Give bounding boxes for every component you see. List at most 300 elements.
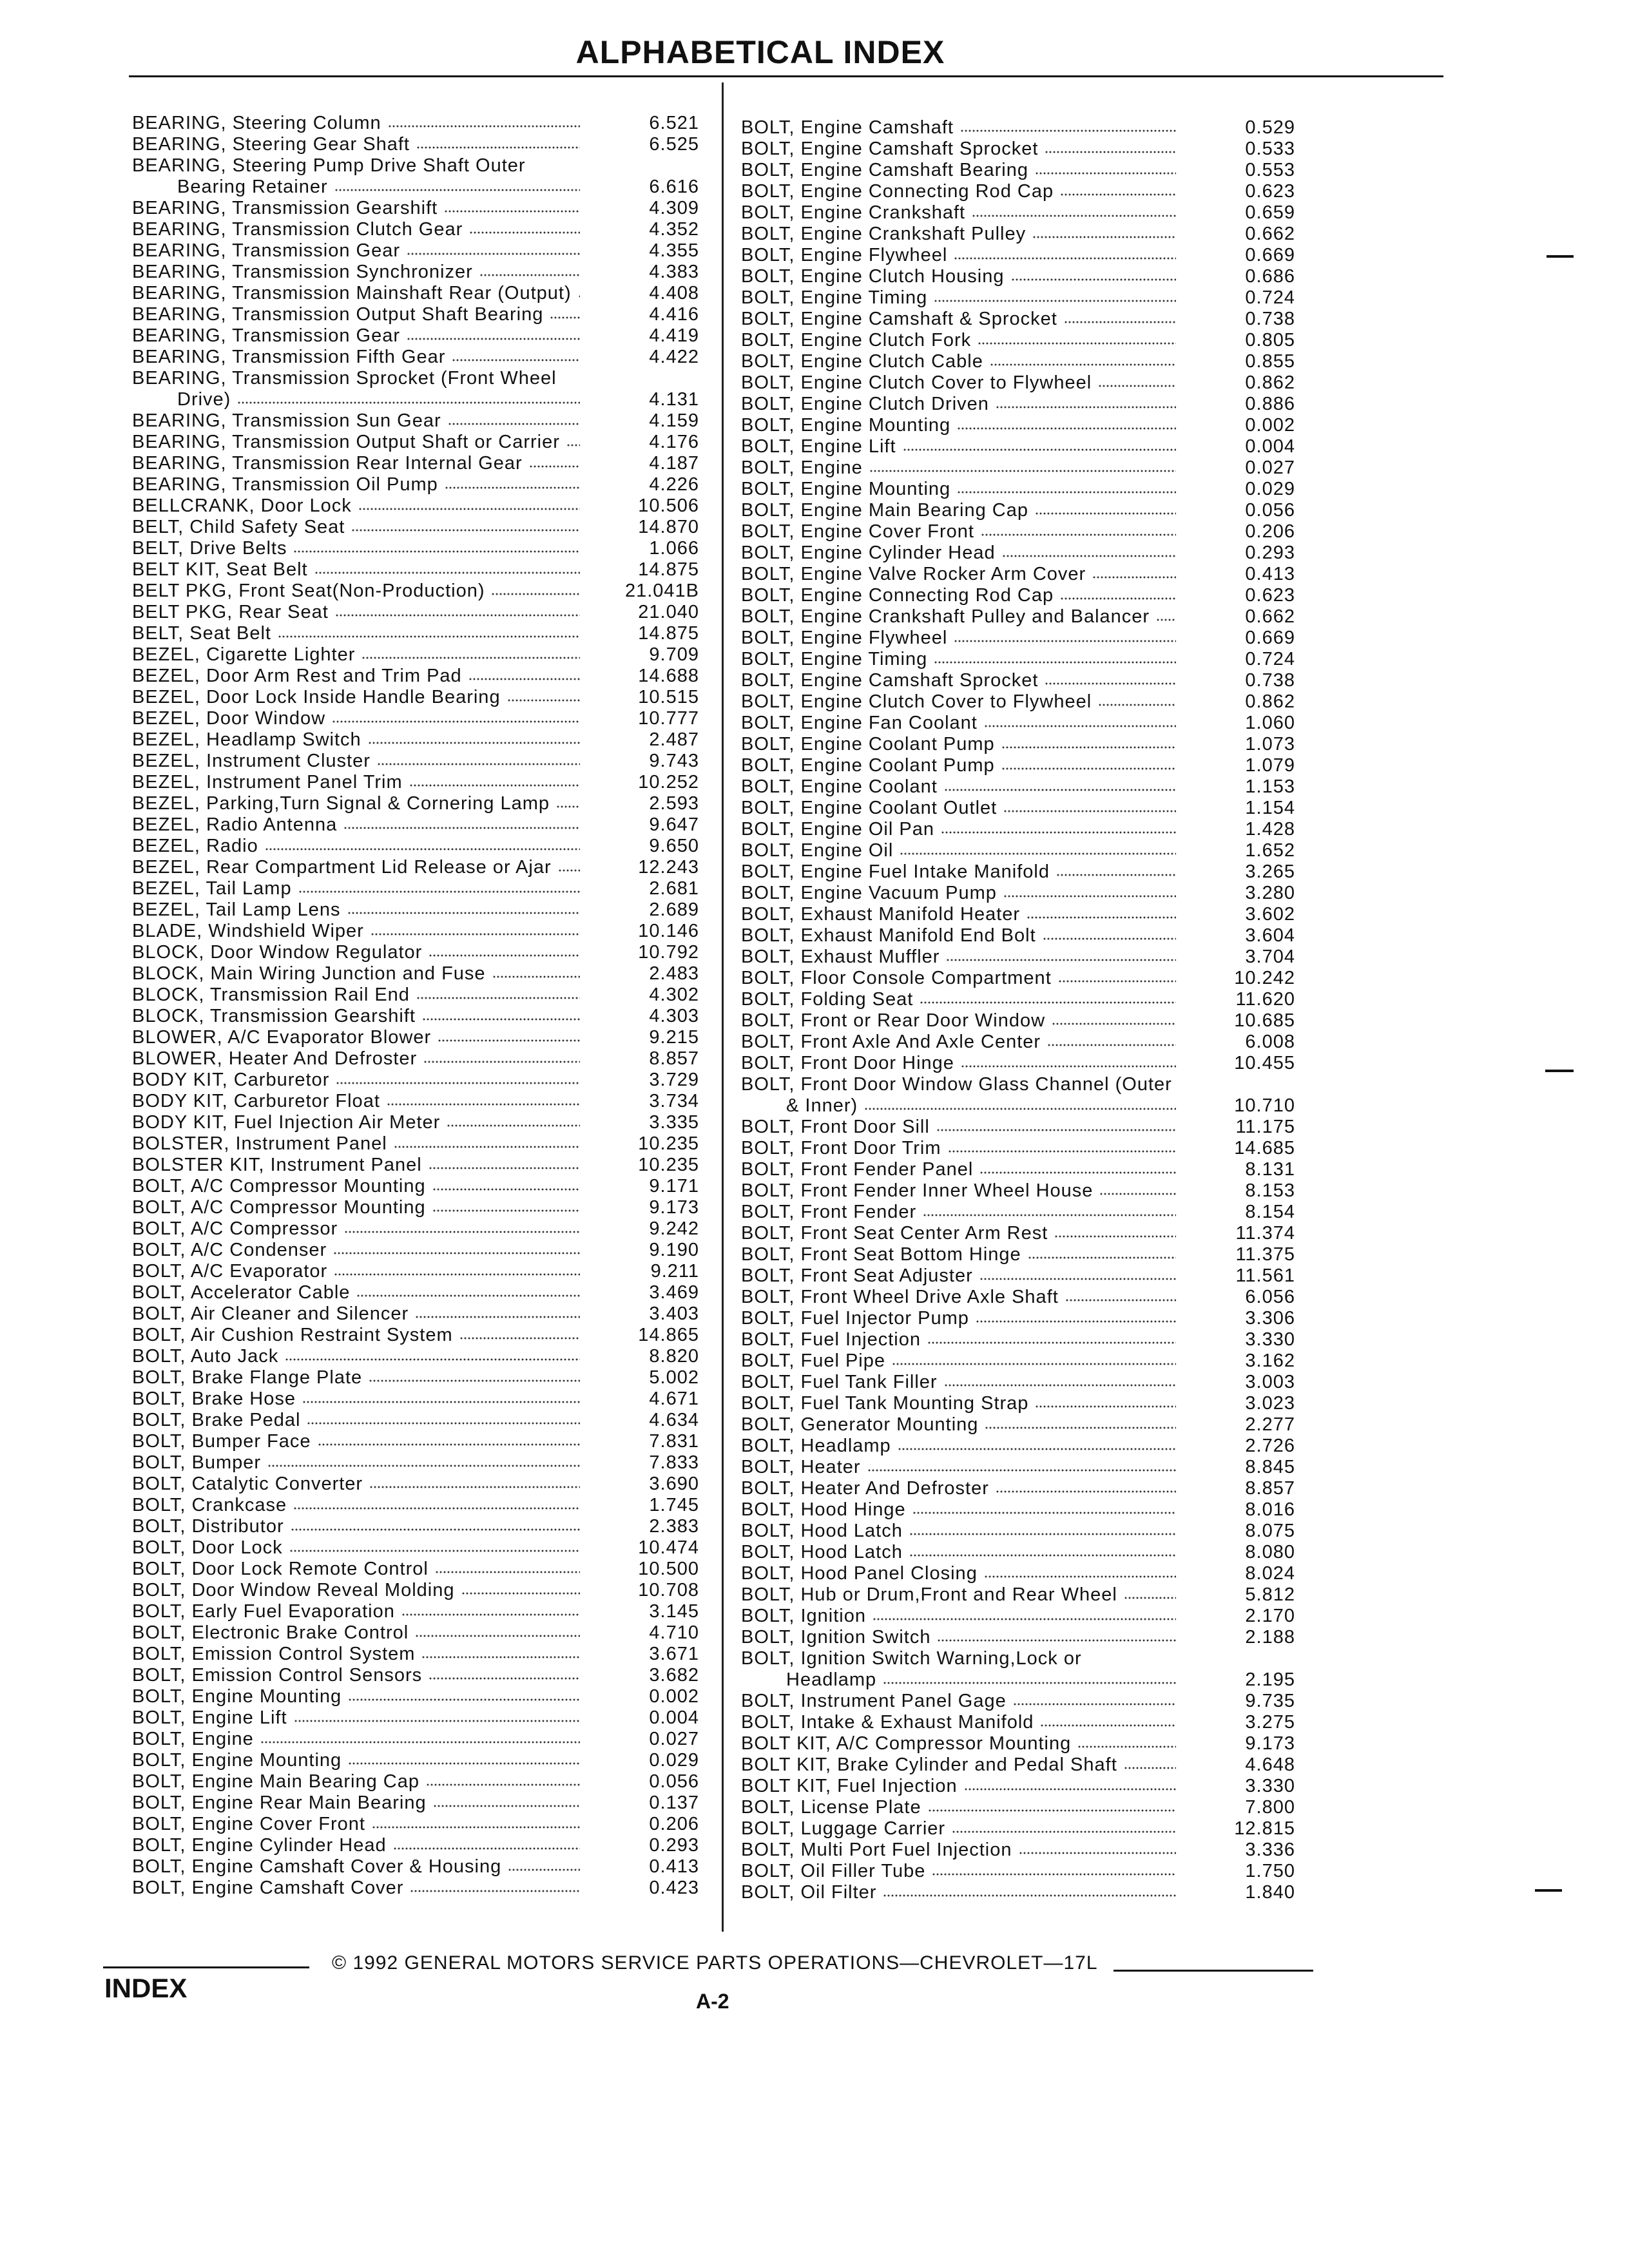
index-entry [132,1856,699,1878]
dot-leader [932,1872,1176,1877]
index-entry [741,372,1295,394]
entry-page-number: 10.500 [638,1559,699,1579]
entry-page-number: 1.060 [1245,713,1295,733]
index-entry [741,500,1295,521]
entry-page-number: 14.865 [638,1325,699,1345]
dot-leader [1027,915,1176,920]
entry-page-number: 2.383 [649,1516,699,1537]
dot-leader [996,1489,1176,1494]
index-entry [741,861,1295,883]
index-entry [741,1074,1295,1117]
entry-name: BELT, Drive Belts [132,538,287,559]
index-entry [741,925,1295,947]
index-entry [741,1606,1295,1627]
entry-name: BEARING, Transmission Gear [132,325,400,346]
index-entry [741,585,1295,606]
entry-name: BOLT, Engine Cover Front [132,1814,365,1834]
entry-page-number: 3.690 [649,1474,699,1494]
entry-page-number: 0.206 [1245,521,1295,542]
dot-leader [1098,383,1176,389]
entry-page-number: 0.623 [1245,585,1295,606]
entry-page-number: 3.275 [1245,1712,1295,1733]
index-entry [132,793,699,814]
entry-page-number: 8.857 [649,1048,699,1069]
entry-name: BOLT, Engine Coolant Outlet [741,798,998,818]
index-entry [741,819,1295,840]
entry-name: BEZEL, Tail Lamp Lens [132,899,341,920]
index-column-right [741,117,1295,1903]
entry-page-number: 10.235 [638,1133,699,1154]
index-entry [132,644,699,666]
entry-name: BOLT, Engine Coolant Pump [741,755,995,776]
index-entry [741,1499,1295,1521]
entry-name: BOLT, Front Door Sill [741,1117,930,1137]
index-entry [132,772,699,793]
margin-mark [1545,1070,1574,1072]
entry-page-number: 10.685 [1234,1010,1295,1031]
index-entry [741,1032,1295,1053]
entry-name: BOLT KIT, Fuel Injection [741,1776,958,1796]
dot-leader [928,1808,1176,1813]
entry-page-number: 4.422 [649,347,699,367]
index-entry [132,347,699,368]
entry-page-number: 4.419 [649,325,699,346]
dot-leader [1054,1234,1176,1239]
index-entry [132,219,699,240]
index-entry [132,1516,699,1537]
entry-name: BOLT, Electronic Brake Control [132,1622,409,1643]
entry-name: BOLT, Engine Main Bearing Cap [132,1771,419,1792]
dot-leader [293,549,580,554]
entry-name: BOLT, Generator Mounting [741,1414,979,1435]
entry-name: BEARING, Transmission Fifth Gear [132,347,446,367]
index-entry [132,1112,699,1133]
entry-page-number: 10.474 [638,1537,699,1558]
dot-leader [369,1485,580,1490]
entry-name: BLOWER, A/C Evaporator Blower [132,1027,432,1048]
entry-name: BEARING, Steering Column [132,113,381,133]
entry-name: BEZEL, Door Arm Rest and Trim Pad [132,666,462,686]
entry-name: BOLSTER KIT, Instrument Panel [132,1155,422,1175]
dot-leader [964,1787,1176,1792]
entry-name: BOLT, Engine Camshaft Cover [132,1878,404,1898]
entry-name: BOLT, Door Lock Remote Control [132,1559,429,1579]
index-entry [132,1346,699,1367]
index-entry [741,1478,1295,1499]
entry-name: BOLT, A/C Compressor Mounting [132,1176,426,1196]
dot-leader [1056,872,1176,878]
index-entry [132,113,699,134]
entry-name: BOLT, A/C Evaporator [132,1261,328,1282]
entry-page-number: 1.079 [1245,755,1295,776]
entry-name: BOLT, Engine Fan Coolant [741,713,978,733]
entry-name: BEZEL, Radio Antenna [132,814,338,835]
dot-leader [302,1399,580,1405]
index-entry [741,734,1295,755]
entry-page-number: 0.529 [1245,117,1295,138]
dot-leader [529,464,580,469]
entry-page-number: 14.875 [638,623,699,644]
entry-name: BOLT, Luggage Carrier [741,1818,946,1839]
entry-name: BOLT, Crankcase [132,1495,287,1515]
index-entry [741,904,1295,925]
entry-page-number: 10.506 [638,495,699,516]
index-entry [132,1091,699,1112]
entry-name: BOLT, Engine Clutch Cover to Flywheel [741,691,1092,712]
entry-page-number: 0.738 [1245,670,1295,691]
entry-name: BOLT, Exhaust Manifold Heater [741,904,1021,925]
index-entry [741,1010,1295,1032]
entry-name: BOLT, Fuel Injection [741,1329,921,1350]
entry-name: BEZEL, Radio [132,836,258,856]
entry-page-number: 10.146 [638,921,699,941]
entry-name: BOLT, Engine [132,1729,254,1749]
index-entry [132,1750,699,1771]
index-column-left [132,113,699,1899]
index-entry [741,521,1295,543]
dot-leader [334,1272,580,1277]
index-entry [132,1622,699,1644]
entry-page-number: 8.154 [1245,1202,1295,1222]
index-entry [132,1176,699,1197]
entry-page-number: 0.056 [649,1771,699,1792]
entry-page-number: 2.681 [649,878,699,899]
index-entry [741,1542,1295,1563]
entry-page-number: 6.525 [649,134,699,155]
entry-name: BODY KIT, Fuel Injection Air Meter [132,1112,441,1133]
index-entry [132,1027,699,1048]
index-entry [741,1818,1295,1840]
index-entry [132,1729,699,1750]
index-entry [741,351,1295,372]
index-entry [741,1265,1295,1287]
dot-leader [1060,596,1176,601]
index-entry [132,581,699,602]
entry-name: BOLT, Heater And Defroster [741,1478,989,1499]
dot-leader [492,974,580,979]
entry-page-number: 14.688 [638,666,699,686]
entry-page-number: 0.724 [1245,649,1295,669]
dot-leader [407,336,580,341]
entry-name: BOLT, Engine Camshaft Cover & Housing [132,1856,502,1877]
dot-leader [1013,1702,1176,1707]
dot-leader [356,1293,580,1298]
entry-page-number: 10.777 [638,708,699,729]
dot-leader [343,825,580,831]
entry-name: BOLT, Engine Timing [741,649,928,669]
entry-page-number: 3.162 [1245,1350,1295,1371]
dot-leader [432,1208,580,1213]
entry-name: BOLT, Engine Clutch Driven [741,394,989,414]
entry-page-number: 0.413 [649,1856,699,1877]
entry-page-number: 10.455 [1234,1053,1295,1073]
dot-leader [469,230,580,235]
entry-page-number: 3.145 [649,1601,699,1622]
dot-leader [990,362,1176,367]
entry-page-number: 0.423 [649,1878,699,1898]
index-entry [132,1537,699,1559]
index-entry [741,1308,1295,1329]
dot-leader [1043,936,1176,941]
entry-page-number: 8.153 [1245,1180,1295,1201]
entry-name: BELT, Child Safety Seat [132,517,345,537]
index-entry [741,1584,1295,1606]
entry-name: BOLT, Ignition Switch Warning,Lock or [741,1648,1082,1669]
entry-page-number: 3.280 [1245,883,1295,903]
dot-leader [377,762,580,767]
entry-page-number: 0.293 [1245,543,1295,563]
entry-page-number: 10.710 [1234,1095,1295,1116]
index-entry [741,1627,1295,1648]
entry-page-number: 1.840 [1245,1882,1295,1903]
entry-name: BOLT, Engine Crankshaft Pulley [741,224,1027,244]
entry-name: BOLT, Engine Mounting [741,415,951,436]
dot-leader [1035,1404,1176,1409]
entry-page-number: 3.734 [649,1091,699,1111]
entry-name: BEARING, Transmission Mainshaft Rear (Output) [132,283,572,303]
entry-page-number: 9.190 [649,1240,699,1260]
entry-name: BEARING, Steering Pump Drive Shaft Outer [132,155,526,176]
entry-name: BOLT, Exhaust Muffler [741,947,940,967]
entry-name: BEZEL, Instrument Panel Trim [132,772,403,793]
dot-leader [937,1638,1176,1643]
entry-name: BOLT, Hood Panel Closing [741,1563,978,1584]
index-entry [132,283,699,304]
dot-leader [578,294,580,299]
dot-leader [883,1893,1176,1898]
entry-name: BOLT, Ignition Switch [741,1627,931,1648]
dot-leader [422,1017,580,1022]
entry-page-number: 10.242 [1234,968,1295,988]
index-entry [741,139,1295,160]
dot-leader [435,1570,580,1575]
entry-page-number: 11.620 [1235,989,1295,1010]
entry-name: BOLT KIT, Brake Cylinder and Pedal Shaft [741,1754,1117,1775]
index-entry [741,457,1295,479]
index-entry [741,883,1295,904]
entry-name: BLADE, Windshield Wiper [132,921,364,941]
index-entry [132,666,699,687]
dot-leader [1032,235,1176,240]
dot-leader [1011,277,1176,282]
index-entry [741,776,1295,798]
entry-name: BOLSTER, Instrument Panel [132,1133,387,1154]
entry-name: BEZEL, Instrument Cluster [132,751,371,771]
dot-leader [429,1676,580,1681]
entry-name: BELT, Seat Belt [132,623,271,644]
entry-name: BOLT, A/C Compressor Mounting [132,1197,426,1218]
dot-leader [972,213,1176,218]
dot-leader [957,490,1176,495]
entry-page-number: 3.003 [1245,1372,1295,1392]
dot-leader [1028,1255,1176,1260]
entry-page-number: 2.170 [1245,1606,1295,1626]
dot-leader [1052,1021,1176,1026]
index-entry [741,989,1295,1010]
dot-leader [429,1166,580,1171]
index-entry [132,751,699,772]
dot-leader [1098,702,1176,707]
index-entry [741,1521,1295,1542]
entry-name: BOLT, Engine Connecting Rod Cap [741,181,1054,202]
entry-page-number: 4.408 [649,283,699,303]
dot-leader [415,1314,580,1320]
entry-page-number: 3.671 [649,1644,699,1664]
dot-leader [371,932,580,937]
entry-page-number: 0.662 [1245,606,1295,627]
entry-name: BOLT, Engine Clutch Cable [741,351,983,372]
index-entry [132,155,699,198]
entry-page-number: 2.195 [1245,1669,1295,1690]
dot-leader [361,655,580,660]
entry-page-number: 1.745 [649,1495,699,1515]
index-entry [132,1495,699,1516]
entry-name: BEARING, Transmission Oil Pump [132,474,438,495]
entry-name: BOLT, Engine Camshaft Sprocket [741,139,1039,159]
entry-name: BEARING, Transmission Sprocket (Front Wheel [132,368,557,389]
index-entry [741,840,1295,861]
entry-name: BEARING, Transmission Gearshift [132,198,438,218]
title-rule [129,75,1443,77]
index-entry [741,628,1295,649]
index-entry [741,245,1295,266]
entry-name: BOLT, Fuel Tank Mounting Strap [741,1393,1029,1414]
dot-leader [447,1123,580,1128]
index-entry [132,1133,699,1155]
entry-page-number: 5.002 [649,1367,699,1388]
dot-leader [461,1591,581,1596]
dot-leader [961,1064,1176,1069]
entry-name: BOLT, Front Door Window Glass Channel (Outer [741,1074,1172,1095]
entry-page-number: 2.483 [649,963,699,984]
dot-leader [444,209,580,214]
dot-leader [423,1059,580,1064]
index-entry [132,1452,699,1474]
index-entry [132,1814,699,1835]
index-entry [132,134,699,155]
dot-leader [1001,766,1176,771]
entry-page-number: 0.669 [1245,245,1295,265]
entry-page-number: 10.792 [638,942,699,963]
dot-leader [912,1510,1176,1515]
index-entry [132,432,699,453]
entry-name: BOLT, Fuel Pipe [741,1350,886,1371]
entry-page-number: 7.831 [649,1431,699,1452]
entry-name: BEARING, Transmission Output Shaft Bearing [132,304,544,325]
dot-leader [409,783,580,788]
entry-name: BEZEL, Cigarette Lighter [132,644,356,665]
entry-page-number: 8.131 [1245,1159,1295,1180]
dot-leader [438,1038,580,1043]
dot-leader [1003,809,1176,814]
entry-page-number: 3.265 [1245,861,1295,882]
index-entry [132,410,699,432]
index-entry [741,309,1295,330]
index-entry [741,1372,1295,1393]
dot-leader [289,1548,580,1553]
entry-page-number: 10.235 [638,1155,699,1175]
index-entry [132,1644,699,1665]
index-entry [741,1287,1295,1308]
dot-leader [1092,575,1176,580]
copyright-line: © 1992 GENERAL MOTORS SERVICE PARTS OPERATIONS—CHEVROLET—17L [332,1952,1098,1974]
index-entry [132,836,699,857]
dot-leader [960,128,1176,133]
dot-leader [314,570,580,575]
entry-name: BOLT, Ignition [741,1606,867,1626]
dot-leader [869,468,1176,474]
dot-leader [1047,1043,1176,1048]
index-entry [741,691,1295,713]
margin-mark [1547,255,1574,258]
dot-leader [368,740,580,745]
entry-page-number: 12.815 [1234,1818,1295,1839]
entry-page-number: 8.024 [1245,1563,1295,1584]
dot-leader [421,1655,580,1660]
index-entry [741,436,1295,457]
entry-name: BEZEL, Parking,Turn Signal & Cornering Lamp [132,793,550,814]
dot-leader [1064,320,1176,325]
dot-leader [448,421,580,427]
index-entry [132,325,699,347]
entry-page-number: 11.175 [1235,1117,1295,1137]
dot-leader [332,719,580,724]
entry-page-number: 14.870 [638,517,699,537]
dot-leader [285,1357,580,1362]
index-entry [132,240,699,262]
index-entry [132,921,699,942]
entry-name: BOLT, Engine Valve Rocker Arm Cover [741,564,1086,584]
entry-page-number: 0.413 [1245,564,1295,584]
entry-name: BOLT, Engine Vacuum Pump [741,883,997,903]
index-entry [741,1393,1295,1414]
entry-name: BELLCRANK, Door Lock [132,495,352,516]
index-entry [132,985,699,1006]
index-entry [132,1431,699,1452]
entry-name: BELT PKG, Rear Seat [132,602,329,622]
entry-name: BOLT, Engine Clutch Fork [741,330,972,351]
entry-name-continuation: Drive) [177,389,231,410]
entry-page-number: 9.650 [649,836,699,856]
index-entry [132,942,699,963]
entry-page-number: 6.008 [1245,1032,1295,1052]
index-entry [741,415,1295,436]
entry-name: BOLT, Front Door Trim [741,1138,941,1158]
entry-name: BOLT, Engine Coolant [741,776,938,797]
entry-page-number: 0.027 [1245,457,1295,478]
index-entry [132,1686,699,1707]
index-entry [132,1155,699,1176]
index-entry [741,564,1295,585]
entry-page-number: 1.154 [1245,798,1295,818]
entry-page-number: 0.623 [1245,181,1295,202]
entry-page-number: 0.659 [1245,202,1295,223]
index-entry [741,1861,1295,1882]
index-entry [132,1580,699,1601]
dot-leader [952,1829,1176,1834]
page-title: ALPHABETICAL INDEX [575,34,945,70]
index-entry [132,708,699,729]
entry-page-number: 4.671 [649,1389,699,1409]
entry-page-number: 3.306 [1245,1308,1295,1329]
entry-page-number: 9.173 [649,1197,699,1218]
dot-leader [556,804,580,809]
dot-leader [978,341,1176,346]
entry-page-number: 4.303 [649,1006,699,1026]
entry-page-number: 2.188 [1245,1627,1295,1648]
entry-name: BOLT, Engine Flywheel [741,628,948,648]
entry-name-continuation: & Inner) [786,1095,858,1116]
